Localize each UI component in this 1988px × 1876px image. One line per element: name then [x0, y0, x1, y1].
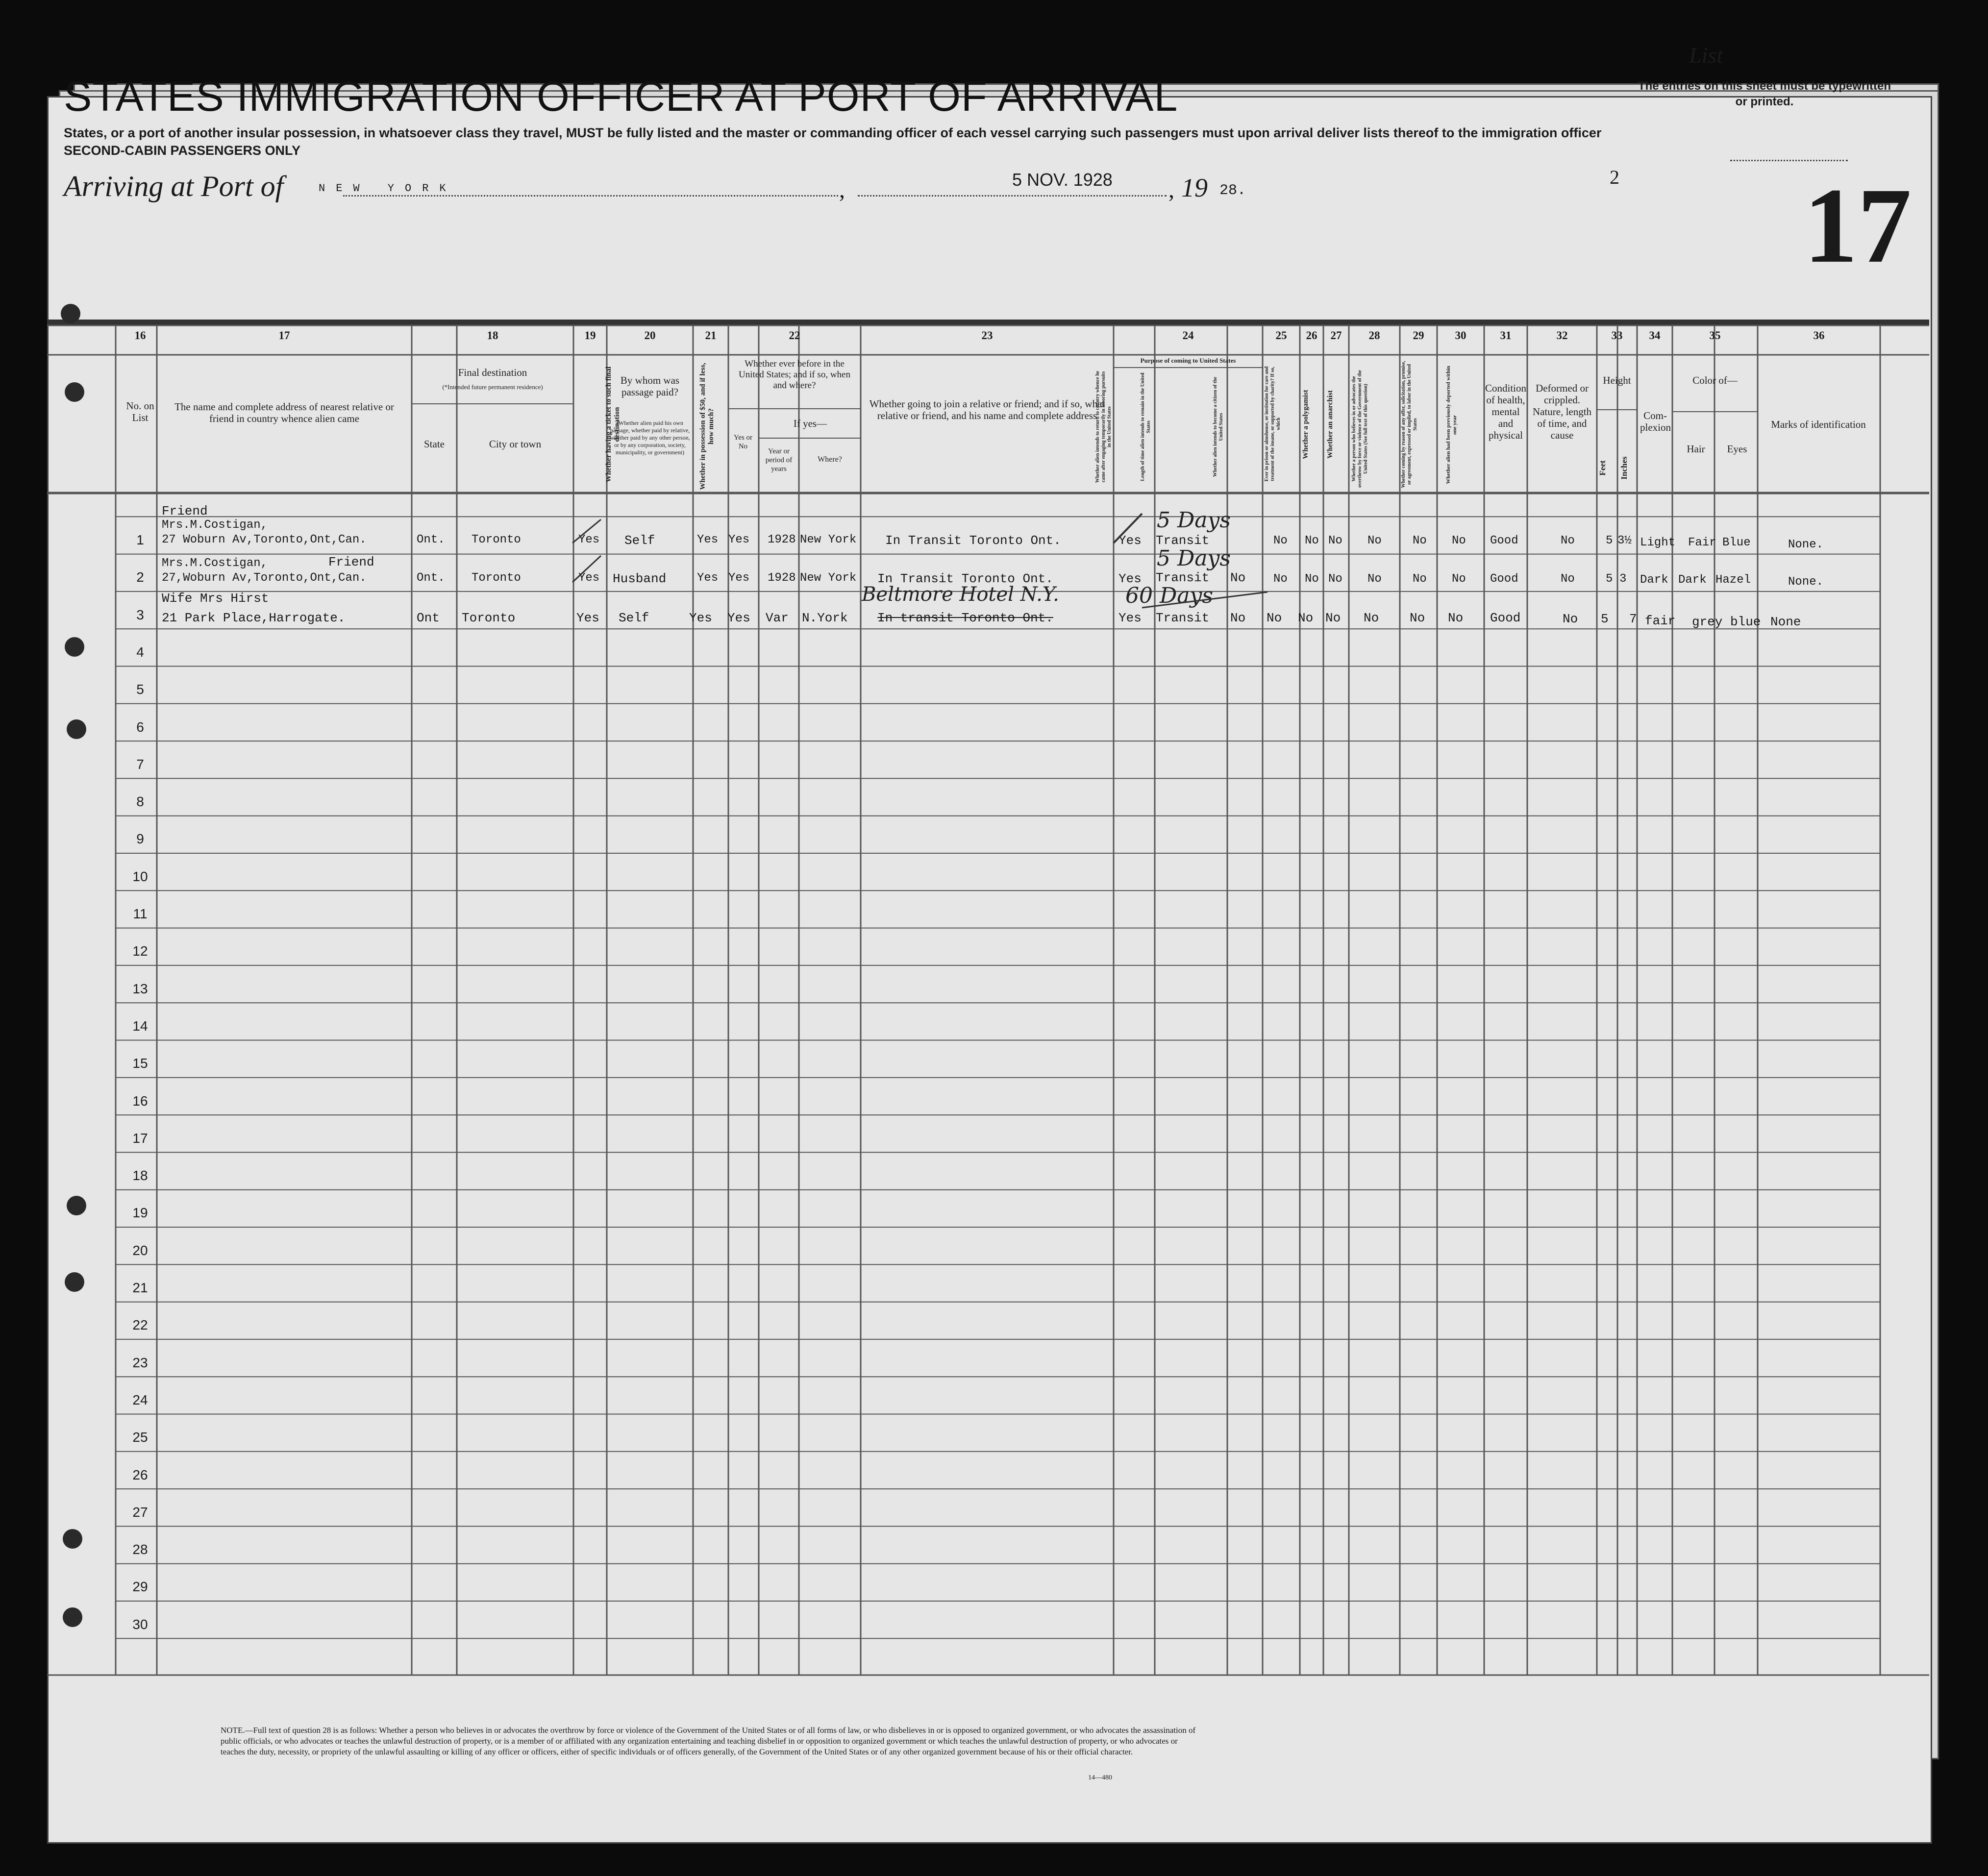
row-number: 24 — [132, 1392, 148, 1407]
col-num-23: 23 — [981, 329, 993, 342]
row-number: 12 — [132, 943, 148, 959]
row-number: 16 — [132, 1093, 148, 1109]
hdr-before-year: Year or period of years — [765, 447, 793, 473]
row3-citizen: No — [1230, 611, 1246, 625]
hdr-before-yesno: Yes or No — [733, 434, 753, 450]
row3-length-hw: 60 Days — [1125, 583, 1213, 608]
hdr-relative: The name and complete address of nearest relative or friend in country whence alien came — [174, 401, 394, 424]
row3-year: Var — [766, 611, 789, 625]
hdr-purpose: Purpose of coming to United States — [1140, 357, 1236, 364]
hdr-final-dest-sub: (*Intended future permanent residence) — [442, 383, 543, 391]
row1-feet: 5 — [1606, 534, 1613, 547]
row2-feet: 5 — [1606, 572, 1613, 586]
sheet-number: 2 — [1610, 166, 1619, 188]
row-number: 23 — [132, 1355, 148, 1370]
row3-rel-label: Wife Mrs Hirst — [162, 591, 269, 606]
port-name: NEW YORK — [319, 182, 457, 195]
row-number: 4 — [136, 644, 144, 660]
hdr-q30: Whether alien had been previously deported within one year — [1445, 366, 1458, 484]
row-number: 21 — [132, 1280, 148, 1295]
hdr-eyes: Eyes — [1727, 443, 1747, 455]
punch-hole — [67, 719, 86, 739]
col-num-20: 20 — [644, 329, 656, 342]
row1-where: New York — [800, 533, 857, 546]
row3-health: Good — [1490, 611, 1521, 625]
row1-before: Yes — [728, 533, 750, 546]
hdr-polygamist: Whether a polygamist — [1302, 390, 1310, 459]
arriving-label: Arriving at Port of — [64, 170, 284, 202]
row1-paid: Self — [624, 533, 655, 548]
row2-intend: Yes — [1118, 571, 1142, 586]
row3-intend: Yes — [1118, 611, 1142, 625]
row3-where: N.York — [802, 611, 848, 625]
row3-deformed: No — [1563, 612, 1578, 626]
col-num-18: 18 — [487, 329, 498, 342]
row-number: 30 — [132, 1616, 148, 1632]
row2-hair: Dark — [1678, 573, 1707, 587]
row3-money: Yes — [689, 611, 712, 625]
punch-hole — [65, 382, 84, 402]
row2-ticket: Yes — [578, 571, 600, 585]
hdr-passage: By whom was passage paid? — [620, 374, 680, 398]
hdr-city: City or town — [489, 438, 542, 450]
row3-paid: Self — [619, 611, 649, 625]
row2-health: Good — [1490, 572, 1518, 586]
passenger-class: SECOND-CABIN PASSENGERS ONLY — [64, 143, 301, 158]
hdr-passage-sub: (Whether alien paid his own passage, whether paid by relative, whether paid by any other person, or by any corporation, society, municipality, or government) — [610, 420, 690, 456]
col-num-36: 36 — [1813, 329, 1825, 342]
hdr-inches: Inches — [1619, 456, 1629, 480]
row-number: 26 — [132, 1467, 148, 1482]
col-num-26: 26 — [1306, 329, 1317, 342]
hdr-q28: Whether a person who believes in or advocates the overthrow by force or violence of the Government of the United States (See full text of this question) — [1351, 370, 1368, 488]
punch-hole — [65, 637, 84, 657]
row-number: 25 — [132, 1430, 148, 1445]
hdr-height: Height — [1603, 374, 1631, 386]
hdr-money: Whether in possession of $50, and if less, how much? — [699, 363, 715, 490]
row-number: 8 — [136, 794, 144, 810]
row1-q29: No — [1413, 534, 1427, 547]
row2-complexion: Dark — [1640, 573, 1668, 587]
row2-before: Yes — [728, 571, 750, 585]
row-number: 28 — [132, 1542, 148, 1557]
row-number: 18 — [132, 1168, 148, 1184]
col-num-16: 16 — [134, 329, 146, 342]
row-number: 7 — [136, 756, 144, 772]
row3-feet: 5 — [1601, 612, 1609, 626]
col-num-27: 27 — [1330, 329, 1342, 342]
footnote: NOTE.—Full text of question 28 is as follows: Whether a person who believes in or advocates the overthrow by force or violence of the Government of the United States or of all forms of law, or who disbelieves in or is opposed to organized government, or who advocates the assassination of public officials, or who advocates or teaches the unlawful destruction of property, or is a member of or affiliated with any organization entertaining and teaching disbelief in or opposition to organized government or which teaches the unlawful destruction of property, or who advocates or teaches the duty, necessity, or propriety of the unlawful assaulting or killing of any officer or officers, either of specific individuals or of officers generally, of the Government of the United States or of any other organized government because of his or their official character. — [221, 1726, 1196, 1756]
row3-ticket: Yes — [576, 611, 599, 625]
punch-hole — [63, 1529, 82, 1549]
row2-anarchist: No — [1328, 572, 1342, 586]
row1-polygamist: No — [1305, 534, 1319, 547]
form-number: 14—480 — [1088, 1774, 1112, 1781]
row-number: 27 — [132, 1504, 148, 1520]
row2-rel-label: Friend — [328, 555, 374, 569]
row3-before: Yes — [727, 611, 750, 625]
row-number: 17 — [132, 1130, 148, 1146]
row2-money: Yes — [697, 571, 719, 585]
col-num-32: 32 — [1556, 329, 1568, 342]
row-number: 5 — [136, 682, 144, 697]
row3-state: Ont — [417, 611, 440, 625]
row1-length-hw: 5 Days — [1157, 508, 1231, 533]
col-num-34: 34 — [1649, 329, 1661, 342]
row3-anarchist: No — [1325, 611, 1341, 625]
row1-intend: Yes — [1118, 533, 1142, 548]
punch-hole — [61, 304, 80, 323]
row2-length-hw: 5 Days — [1157, 546, 1231, 571]
row1-length: Transit — [1156, 533, 1210, 548]
row-number: 20 — [132, 1242, 148, 1258]
col-num-25: 25 — [1275, 329, 1287, 342]
row-number: 3 — [136, 607, 144, 622]
intro-text: States, or a port of another insular possession, in whatsoever class they travel, MUST be fully listed and the master or commanding officer of each vessel carrying such passengers must upon arrival deliver lists thereof to the immigration officer — [64, 125, 1602, 140]
hdr-ticket: Whether having a ticket to such final destination — [605, 366, 621, 483]
row2-state: Ont. — [417, 571, 445, 585]
punch-hole — [65, 1272, 84, 1292]
hdr-before: Whether ever before in the United States; and if so, when and where? — [739, 359, 850, 391]
year-suffix: 28. — [1219, 182, 1246, 199]
row3-city: Toronto — [462, 611, 516, 625]
row3-q30: No — [1448, 611, 1464, 625]
hdr-color: Color of— — [1692, 374, 1738, 386]
row1-prison: No — [1273, 534, 1288, 547]
year-prefix: 19 — [1181, 173, 1208, 202]
row1-q30: No — [1452, 534, 1466, 547]
col-num-19: 19 — [584, 329, 596, 342]
row-number: 29 — [132, 1579, 148, 1595]
hdr-hair: Hair — [1687, 443, 1705, 455]
entries-note: The entries on this sheet must be typewritten or printed. — [1638, 79, 1891, 108]
row1-address: 27 Woburn Av,Toronto,Ont,Can. — [162, 533, 367, 546]
row2-q30: No — [1452, 572, 1466, 586]
row2-inches: 3 — [1619, 572, 1627, 586]
row-number: 22 — [132, 1317, 148, 1333]
row2-polygamist: No — [1305, 572, 1319, 586]
hdr-q29: Whether coming by reason of any offer, solicitation, promise, or agreement, expressed or implied, to labor in the United States — [1401, 361, 1418, 488]
hdr-anarchist: Whether an anarchist — [1326, 390, 1334, 459]
row1-relative: Mrs.M.Costigan, — [162, 518, 268, 532]
row2-q28: No — [1367, 572, 1382, 586]
row-number: 11 — [133, 906, 148, 921]
row-number: 6 — [136, 719, 144, 735]
col-num-24: 24 — [1182, 329, 1194, 342]
hdr-no-on-list: No. on List — [126, 400, 154, 423]
row2-deformed: No — [1561, 572, 1575, 586]
col-num-17: 17 — [278, 329, 290, 342]
col-num-35: 35 — [1709, 329, 1721, 342]
row2-eyes: Hazel — [1715, 573, 1751, 587]
row-number: 14 — [132, 1018, 148, 1034]
hdr-deformed: Deformed or crippled. Nature, length of time, and cause — [1532, 382, 1592, 441]
hdr-purpose-b: Length of time alien intends to remain in the United States — [1140, 372, 1151, 481]
row1-money: Yes — [697, 533, 719, 546]
hdr-complexion: Com-plexion — [1640, 410, 1671, 433]
row2-paid: Husband — [613, 571, 667, 586]
row2-q29: No — [1413, 572, 1427, 586]
comma: , — [839, 177, 845, 203]
row2-length: Transit — [1156, 570, 1210, 585]
row1-q28: No — [1367, 534, 1382, 547]
punch-hole — [67, 1196, 86, 1215]
row1-rel-label: Friend — [162, 504, 208, 518]
date-stamp: 5 NOV. 1928 — [1012, 170, 1113, 190]
row3-join-hw: Beltmore Hotel N.Y. — [862, 583, 1059, 606]
row2-where: New York — [800, 571, 857, 585]
row1-eyes: Blue — [1722, 536, 1751, 549]
row3-hair: grey — [1692, 615, 1723, 629]
col-num-30: 30 — [1455, 329, 1466, 342]
col-num-33: 33 — [1611, 329, 1623, 342]
list-number: 17 — [1804, 166, 1912, 285]
row1-marks: None. — [1788, 538, 1824, 551]
list-label: List — [1689, 43, 1723, 68]
row1-hair: Fair — [1688, 536, 1716, 549]
row-number: 9 — [136, 831, 144, 847]
hdr-final-dest: Final destination — [458, 367, 527, 378]
hdr-health: Condition of health, mental and physical — [1485, 382, 1527, 441]
col-num-21: 21 — [705, 329, 717, 342]
hdr-join: Whether going to join a relative or friend; and if so, what relative or friend, and his name and complete address — [869, 398, 1105, 421]
row3-marks: None — [1770, 615, 1801, 629]
col-num-31: 31 — [1500, 329, 1512, 342]
row2-address: 27,Woburn Av,Toronto,Ont,Can. — [162, 571, 367, 585]
comma2: , — [1168, 177, 1174, 203]
row3-q28: No — [1364, 611, 1379, 625]
row-number: 1 — [136, 532, 144, 547]
row1-ticket: Yes — [578, 533, 600, 546]
hdr-purpose-c: Whether alien intends to become a citizen of the United States — [1213, 376, 1224, 477]
row1-anarchist: No — [1328, 534, 1342, 547]
row2-city: Toronto — [472, 571, 521, 585]
row3-inches: 7 — [1629, 612, 1637, 626]
hdr-before-ifyes: If yes— — [793, 418, 827, 429]
row-number: 15 — [132, 1056, 148, 1071]
row2-prison: No — [1273, 572, 1288, 586]
row3-join: In transit Toronto Ont. — [877, 611, 1053, 625]
row3-prison: No — [1267, 611, 1282, 625]
hdr-state: State — [424, 438, 445, 450]
row2-marks: None. — [1788, 575, 1824, 589]
row-number: 19 — [132, 1205, 148, 1221]
row-number: 10 — [132, 868, 148, 884]
row1-year: 1928 — [768, 533, 796, 546]
row2-join: In Transit Toronto Ont. — [877, 571, 1053, 586]
row3-eyes: blue — [1730, 615, 1761, 629]
row-number: 2 — [136, 569, 144, 585]
row1-inches: 3½ — [1617, 534, 1632, 547]
col-num-22: 22 — [789, 329, 800, 342]
hdr-prison: Ever in prison or almshouse, or institution for care and treatment of the insane, or supported by charity? If so, which — [1264, 366, 1281, 482]
row2-year: 1928 — [768, 571, 796, 585]
row3-polygamist: No — [1298, 611, 1314, 625]
row3-q29: No — [1410, 611, 1425, 625]
row-number: 13 — [132, 981, 148, 996]
row1-health: Good — [1490, 534, 1518, 547]
punch-hole — [63, 1607, 82, 1627]
row2-relative: Mrs.M.Costigan, — [162, 557, 268, 570]
hdr-before-where: Where? — [818, 455, 842, 464]
row2-citizen: No — [1230, 570, 1246, 585]
row1-complexion: Light — [1640, 536, 1676, 549]
row1-join: In Transit Toronto Ont. — [885, 533, 1061, 548]
row3-length: Transit — [1156, 611, 1210, 625]
row3-complexion: fair — [1645, 614, 1676, 628]
hdr-marks: Marks of identification — [1771, 419, 1866, 430]
hdr-feet: Feet — [1598, 460, 1607, 476]
row1-state: Ont. — [417, 533, 445, 546]
row3-address: 21 Park Place,Harrogate. — [162, 611, 346, 625]
row1-deformed: No — [1561, 534, 1575, 547]
row1-city: Toronto — [472, 533, 521, 546]
hdr-purpose-a: Whether alien intends to return to country whence he came after engaging temporarily in laboring pursuits in the United States — [1095, 370, 1112, 483]
col-num-28: 28 — [1368, 329, 1380, 342]
page-title: STATES IMMIGRATION OFFICER AT PORT OF ARRIVAL — [64, 73, 1178, 120]
col-num-29: 29 — [1413, 329, 1424, 342]
